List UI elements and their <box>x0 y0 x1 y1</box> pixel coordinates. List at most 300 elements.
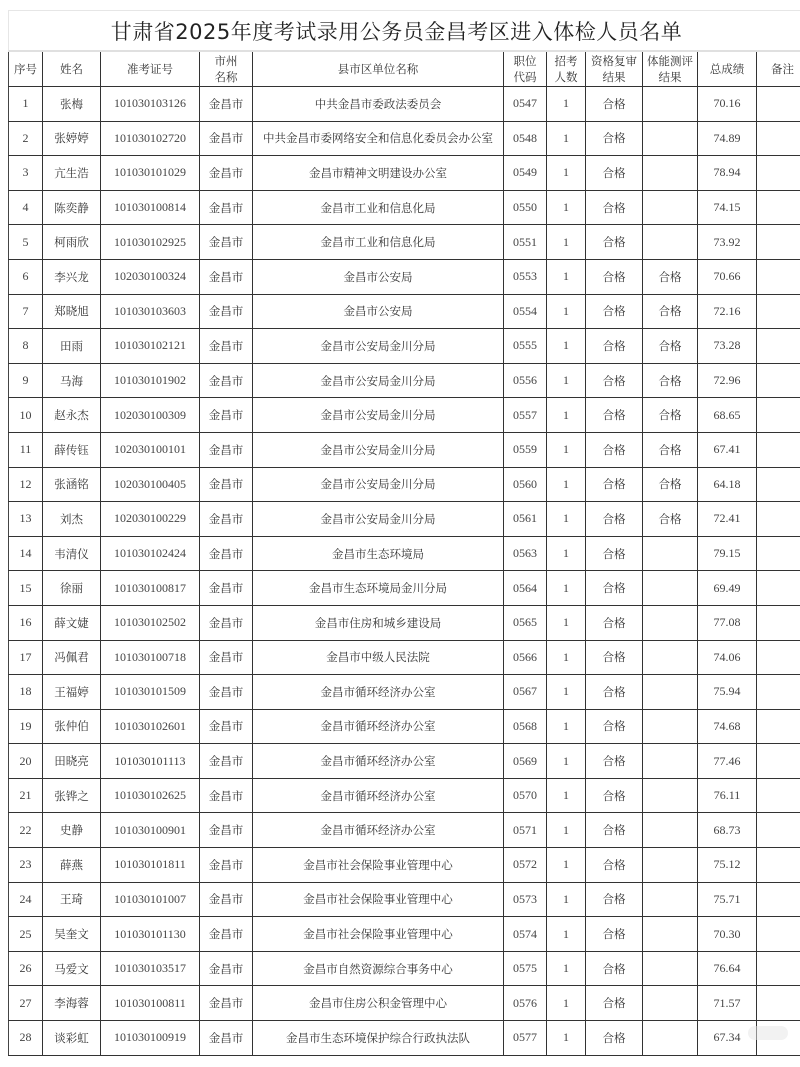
cell-unit: 金昌市循环经济办公室 <box>253 709 504 744</box>
cell-remarks <box>757 467 800 502</box>
cell-seq: 16 <box>9 605 43 640</box>
cell-remarks <box>757 363 800 398</box>
cell-seq: 5 <box>9 225 43 260</box>
cell-total-score: 68.65 <box>698 398 757 433</box>
cell-seq: 7 <box>9 294 43 329</box>
cell-review-result: 合格 <box>586 432 643 467</box>
header-code-line2: 代码 <box>513 70 537 84</box>
cell-review-result: 合格 <box>586 605 643 640</box>
cell-quota: 1 <box>547 778 586 813</box>
cell-remarks <box>757 432 800 467</box>
cell-exam-id: 101030102601 <box>101 709 200 744</box>
cell-code: 0564 <box>504 571 547 606</box>
cell-quota: 1 <box>547 709 586 744</box>
cell-review-result: 合格 <box>586 744 643 779</box>
cell-total-score: 74.06 <box>698 640 757 675</box>
cell-seq: 19 <box>9 709 43 744</box>
table-row <box>9 190 800 225</box>
cell-fitness-result: 合格 <box>643 329 698 364</box>
header-review-line1: 资格复审 <box>591 54 637 68</box>
title-banner <box>8 10 800 52</box>
header-city <box>200 52 253 87</box>
cell-total-score: 70.16 <box>698 87 757 122</box>
table-row <box>9 778 800 813</box>
cell-remarks <box>757 848 800 883</box>
cell-seq: 22 <box>9 813 43 848</box>
cell-city: 金昌市 <box>200 225 253 260</box>
cell-fitness-result <box>643 917 698 952</box>
cell-quota: 1 <box>547 605 586 640</box>
header-seq: 序号 <box>9 52 43 87</box>
cell-city: 金昌市 <box>200 502 253 537</box>
cell-city: 金昌市 <box>200 294 253 329</box>
cell-fitness-result <box>643 1021 698 1056</box>
cell-seq: 17 <box>9 640 43 675</box>
cell-unit: 金昌市公安局金川分局 <box>253 398 504 433</box>
cell-seq: 15 <box>9 571 43 606</box>
cell-total-score: 71.57 <box>698 986 757 1021</box>
cell-unit: 金昌市社会保险事业管理中心 <box>253 882 504 917</box>
cell-unit: 金昌市社会保险事业管理中心 <box>253 848 504 883</box>
cell-seq: 18 <box>9 675 43 710</box>
cell-name: 李兴龙 <box>43 259 101 294</box>
header-review <box>586 52 643 87</box>
cell-fitness-result <box>643 190 698 225</box>
table-row <box>9 432 800 467</box>
table-row <box>9 951 800 986</box>
cell-total-score: 72.16 <box>698 294 757 329</box>
table-row <box>9 536 800 571</box>
cell-unit: 金昌市循环经济办公室 <box>253 778 504 813</box>
cell-total-score: 77.46 <box>698 744 757 779</box>
cell-review-result: 合格 <box>586 986 643 1021</box>
cell-total-score: 74.68 <box>698 709 757 744</box>
cell-review-result: 合格 <box>586 121 643 156</box>
cell-name: 李海蓉 <box>43 986 101 1021</box>
cell-seq: 11 <box>9 432 43 467</box>
cell-code: 0563 <box>504 536 547 571</box>
cell-quota: 1 <box>547 502 586 537</box>
cell-name: 张铧之 <box>43 778 101 813</box>
cell-review-result: 合格 <box>586 882 643 917</box>
cell-quota: 1 <box>547 225 586 260</box>
cell-fitness-result: 合格 <box>643 398 698 433</box>
cell-unit: 金昌市自然资源综合事务中心 <box>253 951 504 986</box>
cell-city: 金昌市 <box>200 605 253 640</box>
cell-remarks <box>757 813 800 848</box>
cell-quota: 1 <box>547 190 586 225</box>
cell-code: 0568 <box>504 709 547 744</box>
cell-code: 0567 <box>504 675 547 710</box>
cell-name: 马爱文 <box>43 951 101 986</box>
cell-remarks <box>757 121 800 156</box>
cell-unit: 金昌市循环经济办公室 <box>253 813 504 848</box>
cell-name: 张梅 <box>43 87 101 122</box>
cell-unit: 金昌市中级人民法院 <box>253 640 504 675</box>
cell-fitness-result <box>643 87 698 122</box>
cell-unit: 中共金昌市委政法委员会 <box>253 87 504 122</box>
cell-exam-id: 101030100718 <box>101 640 200 675</box>
cell-seq: 27 <box>9 986 43 1021</box>
cell-exam-id: 101030101902 <box>101 363 200 398</box>
cell-exam-id: 101030101509 <box>101 675 200 710</box>
cell-city: 金昌市 <box>200 259 253 294</box>
cell-code: 0549 <box>504 156 547 191</box>
cell-remarks <box>757 536 800 571</box>
cell-review-result: 合格 <box>586 951 643 986</box>
cell-remarks <box>757 87 800 122</box>
table-row <box>9 225 800 260</box>
cell-fitness-result: 合格 <box>643 259 698 294</box>
cell-remarks <box>757 744 800 779</box>
cell-city: 金昌市 <box>200 848 253 883</box>
cell-unit: 金昌市社会保险事业管理中心 <box>253 917 504 952</box>
cell-remarks <box>757 675 800 710</box>
cell-exam-id: 101030102925 <box>101 225 200 260</box>
cell-remarks <box>757 502 800 537</box>
cell-code: 0548 <box>504 121 547 156</box>
cell-name: 薛燕 <box>43 848 101 883</box>
cell-fitness-result: 合格 <box>643 363 698 398</box>
cell-code: 0575 <box>504 951 547 986</box>
cell-city: 金昌市 <box>200 640 253 675</box>
cell-seq: 4 <box>9 190 43 225</box>
cell-fitness-result <box>643 121 698 156</box>
cell-review-result: 合格 <box>586 917 643 952</box>
cell-quota: 1 <box>547 640 586 675</box>
cell-remarks <box>757 605 800 640</box>
table-row <box>9 882 800 917</box>
table-row <box>9 709 800 744</box>
cell-quota: 1 <box>547 156 586 191</box>
cell-review-result: 合格 <box>586 571 643 606</box>
cell-unit: 金昌市公安局金川分局 <box>253 329 504 364</box>
cell-unit: 金昌市住房和城乡建设局 <box>253 605 504 640</box>
cell-code: 0557 <box>504 398 547 433</box>
cell-seq: 1 <box>9 87 43 122</box>
cell-fitness-result: 合格 <box>643 294 698 329</box>
cell-fitness-result <box>643 709 698 744</box>
cell-review-result: 合格 <box>586 398 643 433</box>
cell-seq: 26 <box>9 951 43 986</box>
cell-fitness-result <box>643 951 698 986</box>
cell-name: 吴奎文 <box>43 917 101 952</box>
cell-total-score: 69.49 <box>698 571 757 606</box>
cell-unit: 金昌市公安局金川分局 <box>253 467 504 502</box>
cell-seq: 23 <box>9 848 43 883</box>
cell-exam-id: 101030102121 <box>101 329 200 364</box>
cell-review-result: 合格 <box>586 225 643 260</box>
table-row <box>9 813 800 848</box>
cell-total-score: 73.92 <box>698 225 757 260</box>
cell-review-result: 合格 <box>586 813 643 848</box>
cell-unit: 金昌市工业和信息化局 <box>253 190 504 225</box>
cell-code: 0553 <box>504 259 547 294</box>
cell-city: 金昌市 <box>200 986 253 1021</box>
cell-unit: 金昌市公安局金川分局 <box>253 363 504 398</box>
cell-code: 0561 <box>504 502 547 537</box>
cell-total-score: 68.73 <box>698 813 757 848</box>
cell-exam-id: 101030100817 <box>101 571 200 606</box>
cell-code: 0573 <box>504 882 547 917</box>
cell-exam-id: 101030101029 <box>101 156 200 191</box>
cell-code: 0571 <box>504 813 547 848</box>
cell-city: 金昌市 <box>200 398 253 433</box>
cell-code: 0570 <box>504 778 547 813</box>
cell-review-result: 合格 <box>586 640 643 675</box>
cell-code: 0566 <box>504 640 547 675</box>
cell-quota: 1 <box>547 363 586 398</box>
cell-name: 赵永杰 <box>43 398 101 433</box>
cell-remarks <box>757 640 800 675</box>
cell-review-result: 合格 <box>586 87 643 122</box>
cell-fitness-result: 合格 <box>643 467 698 502</box>
cell-city: 金昌市 <box>200 951 253 986</box>
cell-quota: 1 <box>547 536 586 571</box>
table-row <box>9 1021 800 1056</box>
cell-unit: 金昌市公安局 <box>253 259 504 294</box>
cell-review-result: 合格 <box>586 848 643 883</box>
cell-seq: 14 <box>9 536 43 571</box>
watermark-badge <box>748 1026 788 1040</box>
cell-fitness-result <box>643 536 698 571</box>
cell-city: 金昌市 <box>200 536 253 571</box>
cell-exam-id: 101030101113 <box>101 744 200 779</box>
cell-quota: 1 <box>547 294 586 329</box>
cell-exam-id: 101030101130 <box>101 917 200 952</box>
table-row <box>9 121 800 156</box>
cell-fitness-result <box>643 986 698 1021</box>
cell-seq: 3 <box>9 156 43 191</box>
cell-city: 金昌市 <box>200 675 253 710</box>
cell-exam-id: 101030101007 <box>101 882 200 917</box>
cell-seq: 24 <box>9 882 43 917</box>
cell-fitness-result <box>643 156 698 191</box>
cell-remarks <box>757 156 800 191</box>
cell-review-result: 合格 <box>586 709 643 744</box>
cell-fitness-result <box>643 848 698 883</box>
table-row <box>9 502 800 537</box>
cell-seq: 9 <box>9 363 43 398</box>
cell-code: 0559 <box>504 432 547 467</box>
cell-code: 0550 <box>504 190 547 225</box>
cell-fitness-result <box>643 225 698 260</box>
cell-exam-id: 101030100919 <box>101 1021 200 1056</box>
cell-total-score: 79.15 <box>698 536 757 571</box>
cell-city: 金昌市 <box>200 571 253 606</box>
cell-name: 马海 <box>43 363 101 398</box>
cell-quota: 1 <box>547 571 586 606</box>
table-row <box>9 398 800 433</box>
cell-remarks <box>757 329 800 364</box>
cell-review-result: 合格 <box>586 190 643 225</box>
cell-quota: 1 <box>547 951 586 986</box>
cell-fitness-result <box>643 744 698 779</box>
cell-fitness-result <box>643 882 698 917</box>
table-row <box>9 329 800 364</box>
cell-quota: 1 <box>547 398 586 433</box>
cell-quota: 1 <box>547 259 586 294</box>
cell-seq: 25 <box>9 917 43 952</box>
cell-name: 柯雨欣 <box>43 225 101 260</box>
cell-seq: 12 <box>9 467 43 502</box>
table-row <box>9 675 800 710</box>
cell-quota: 1 <box>547 329 586 364</box>
cell-total-score: 72.96 <box>698 363 757 398</box>
cell-total-score: 70.30 <box>698 917 757 952</box>
cell-fitness-result <box>643 778 698 813</box>
cell-remarks <box>757 986 800 1021</box>
header-city-line1: 市州 <box>214 54 238 68</box>
cell-total-score: 74.15 <box>698 190 757 225</box>
cell-remarks <box>757 951 800 986</box>
cell-total-score: 75.71 <box>698 882 757 917</box>
cell-total-score: 75.12 <box>698 848 757 883</box>
cell-unit: 中共金昌市委网络安全和信息化委员会办公室 <box>253 121 504 156</box>
table-row <box>9 605 800 640</box>
header-quota-line1: 招考 <box>554 54 578 68</box>
cell-quota: 1 <box>547 467 586 502</box>
cell-review-result: 合格 <box>586 156 643 191</box>
cell-name: 王福婷 <box>43 675 101 710</box>
header-total: 总成绩 <box>698 52 757 87</box>
candidate-table <box>8 52 800 1056</box>
header-code <box>504 52 547 87</box>
cell-city: 金昌市 <box>200 917 253 952</box>
cell-unit: 金昌市循环经济办公室 <box>253 675 504 710</box>
cell-total-score: 67.34 <box>698 1021 757 1056</box>
cell-quota: 1 <box>547 1021 586 1056</box>
cell-code: 0555 <box>504 329 547 364</box>
cell-total-score: 64.18 <box>698 467 757 502</box>
cell-seq: 20 <box>9 744 43 779</box>
cell-name: 田晓亮 <box>43 744 101 779</box>
cell-code: 0577 <box>504 1021 547 1056</box>
cell-unit: 金昌市公安局金川分局 <box>253 432 504 467</box>
cell-review-result: 合格 <box>586 778 643 813</box>
cell-name: 张婷婷 <box>43 121 101 156</box>
table-row <box>9 744 800 779</box>
cell-name: 刘杰 <box>43 502 101 537</box>
header-code-line1: 职位 <box>513 54 537 68</box>
cell-total-score: 70.66 <box>698 259 757 294</box>
cell-remarks <box>757 190 800 225</box>
cell-unit: 金昌市精神文明建设办公室 <box>253 156 504 191</box>
cell-city: 金昌市 <box>200 882 253 917</box>
cell-name: 张仲伯 <box>43 709 101 744</box>
table-body <box>9 87 800 1056</box>
header-quota <box>547 52 586 87</box>
table-row <box>9 87 800 122</box>
cell-fitness-result: 合格 <box>643 432 698 467</box>
cell-exam-id: 102030100101 <box>101 432 200 467</box>
header-unit: 县市区单位名称 <box>253 52 504 87</box>
cell-code: 0547 <box>504 87 547 122</box>
document-sheet <box>8 10 800 1056</box>
cell-exam-id: 101030102424 <box>101 536 200 571</box>
cell-quota: 1 <box>547 121 586 156</box>
cell-review-result: 合格 <box>586 329 643 364</box>
cell-seq: 21 <box>9 778 43 813</box>
cell-code: 0574 <box>504 917 547 952</box>
cell-name: 亢生浩 <box>43 156 101 191</box>
table-row <box>9 156 800 191</box>
cell-total-score: 76.64 <box>698 951 757 986</box>
cell-code: 0572 <box>504 848 547 883</box>
cell-exam-id: 102030100229 <box>101 502 200 537</box>
cell-seq: 13 <box>9 502 43 537</box>
cell-total-score: 78.94 <box>698 156 757 191</box>
cell-total-score: 75.94 <box>698 675 757 710</box>
cell-exam-id: 101030103603 <box>101 294 200 329</box>
cell-city: 金昌市 <box>200 1021 253 1056</box>
cell-name: 薛传钰 <box>43 432 101 467</box>
cell-exam-id: 102030100324 <box>101 259 200 294</box>
cell-unit: 金昌市公安局 <box>253 294 504 329</box>
cell-unit: 金昌市生态环境局 <box>253 536 504 571</box>
table-row <box>9 571 800 606</box>
cell-name: 徐丽 <box>43 571 101 606</box>
cell-exam-id: 101030100901 <box>101 813 200 848</box>
cell-city: 金昌市 <box>200 329 253 364</box>
cell-city: 金昌市 <box>200 813 253 848</box>
cell-fitness-result <box>643 640 698 675</box>
cell-city: 金昌市 <box>200 87 253 122</box>
cell-exam-id: 101030102720 <box>101 121 200 156</box>
cell-name: 谈彩虹 <box>43 1021 101 1056</box>
cell-remarks <box>757 882 800 917</box>
table-row <box>9 986 800 1021</box>
table-row <box>9 363 800 398</box>
header-review-line2: 结果 <box>602 70 626 84</box>
cell-quota: 1 <box>547 432 586 467</box>
cell-quota: 1 <box>547 917 586 952</box>
cell-review-result: 合格 <box>586 1021 643 1056</box>
cell-name: 张涵铭 <box>43 467 101 502</box>
cell-remarks <box>757 259 800 294</box>
cell-city: 金昌市 <box>200 744 253 779</box>
table-row <box>9 848 800 883</box>
cell-code: 0551 <box>504 225 547 260</box>
header-fitness-line2: 结果 <box>658 70 682 84</box>
cell-name: 陈奕静 <box>43 190 101 225</box>
cell-remarks <box>757 571 800 606</box>
cell-quota: 1 <box>547 744 586 779</box>
cell-exam-id: 101030100811 <box>101 986 200 1021</box>
cell-city: 金昌市 <box>200 363 253 398</box>
cell-city: 金昌市 <box>200 432 253 467</box>
cell-unit: 金昌市工业和信息化局 <box>253 225 504 260</box>
cell-code: 0560 <box>504 467 547 502</box>
cell-total-score: 76.11 <box>698 778 757 813</box>
cell-code: 0554 <box>504 294 547 329</box>
cell-fitness-result <box>643 675 698 710</box>
table-header-row <box>9 52 800 87</box>
cell-quota: 1 <box>547 675 586 710</box>
cell-review-result: 合格 <box>586 467 643 502</box>
cell-remarks <box>757 294 800 329</box>
cell-name: 田雨 <box>43 329 101 364</box>
cell-exam-id: 101030102502 <box>101 605 200 640</box>
header-fitness-line1: 体能测评 <box>647 54 693 68</box>
cell-review-result: 合格 <box>586 259 643 294</box>
cell-fitness-result <box>643 813 698 848</box>
cell-quota: 1 <box>547 87 586 122</box>
cell-city: 金昌市 <box>200 121 253 156</box>
cell-fitness-result <box>643 605 698 640</box>
cell-unit: 金昌市公安局金川分局 <box>253 502 504 537</box>
cell-unit: 金昌市生态环境局金川分局 <box>253 571 504 606</box>
